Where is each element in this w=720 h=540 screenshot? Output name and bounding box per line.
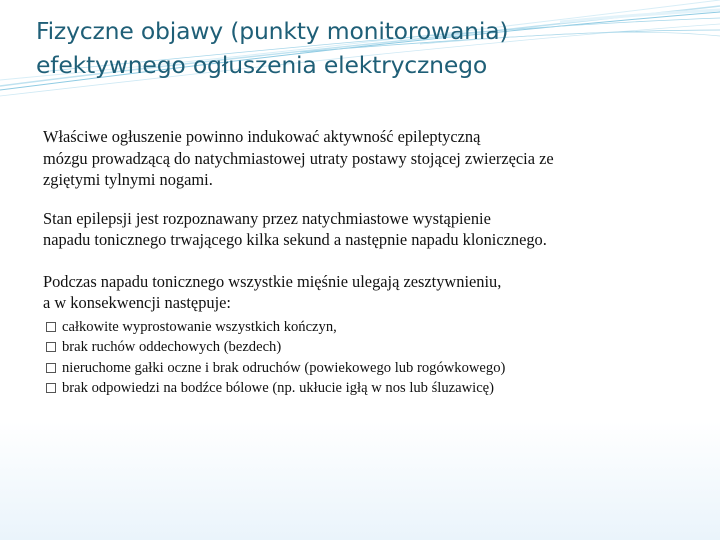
slide-body xyxy=(43,126,703,399)
paragraph-2-line-2: napadu tonicznego trwającego kilka sekund a następnie napadu klonicznego. xyxy=(43,230,547,249)
list-item-text: brak ruchów oddechowych (bezdech) xyxy=(62,339,282,355)
title-line-2: efektywnego ogłuszenia elektrycznego xyxy=(36,51,487,79)
list-item xyxy=(46,378,703,399)
paragraph-1-line-3: zgiętymi tylnymi nogami. xyxy=(43,170,213,189)
list-item xyxy=(46,358,703,379)
paragraph-1-line-2: mózgu prowadzącą do natychmiastowej utraty postawy stojącej zwierzęcia ze xyxy=(43,148,554,168)
paragraph-3-line-2: a w konsekwencji następuje: xyxy=(43,293,231,312)
list-item-text: całkowite wyprostowanie wszystkich kończyn, xyxy=(62,318,337,335)
symptom-list xyxy=(43,317,703,399)
paragraph-tonic-phase xyxy=(43,271,703,314)
list-item xyxy=(46,337,703,358)
checkbox-bullet-icon xyxy=(46,363,56,373)
paragraph-3-line-1: Podczas napadu tonicznego wszystkie mięśnie ulegają zesztywnieniu, xyxy=(43,271,502,291)
paragraph-1-line-1: Właściwe ogłuszenie powinno indukować aktywność epileptyczną xyxy=(43,127,481,146)
checkbox-bullet-icon xyxy=(46,383,56,393)
paragraph-2-line-1: Stan epilepsji jest rozpoznawany przez natychmiastowe wystąpienie xyxy=(43,208,491,228)
list-item-text: brak odpowiedzi na bodźce bólowe (np. ukłucie igłą w nos lub śluzawicę) xyxy=(62,380,495,396)
slide-title xyxy=(36,14,676,82)
paragraph-proper-stunning xyxy=(43,126,703,191)
paragraph-epilepsy-state xyxy=(43,208,703,251)
list-item xyxy=(46,317,703,338)
title-line-1: Fizyczne objawy (punkty monitorowania) xyxy=(36,17,509,45)
checkbox-bullet-icon xyxy=(46,342,56,352)
list-item-text: nieruchome gałki oczne i brak odruchów (powiekowego lub rogówkowego) xyxy=(62,359,506,376)
checkbox-bullet-icon xyxy=(46,322,56,332)
